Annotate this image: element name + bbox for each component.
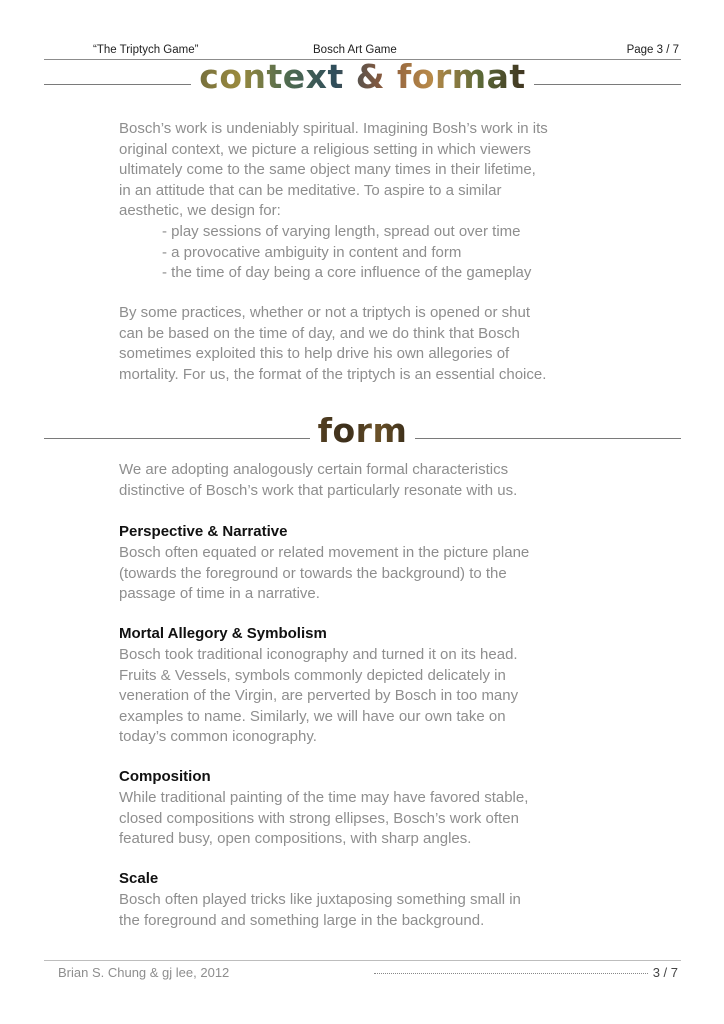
subsection-body-perspective (119, 543, 619, 605)
text-line: aesthetic, we design for: (119, 202, 281, 220)
text-line: veneration of the Virgin, are perverted by Bosch in too many (119, 687, 519, 705)
text-line: Bosch’s work is undeniably spiritual. Imagining Bosh’s work in its (119, 120, 548, 137)
text-line: examples to name. Similarly, we will have our own take on (119, 707, 506, 725)
list-item: - a provocative ambiguity in content and form (162, 243, 462, 261)
subsection-body-scale (119, 890, 619, 931)
heading-rule-right (415, 438, 681, 439)
header-page-number: Page 3 / 7 (626, 44, 679, 56)
text-line: the foreground and something large in the background. (119, 911, 485, 929)
header-document-name: Bosch Art Game (313, 44, 397, 56)
text-line: in an attitude that can be meditative. To aspire to a similar (119, 181, 502, 199)
text-line: mortality. For us, the format of the triptych is an essential choice. (119, 365, 547, 383)
text-line: original context, we picture a religious setting in which viewers (119, 140, 531, 158)
context-closing-paragraph (119, 303, 619, 385)
text-line: closed compositions with strong ellipses, Bosch’s work often (119, 809, 519, 827)
text-line: ultimately come to the same object many times in their lifetime, (119, 161, 536, 179)
subsection-heading-composition: Composition (119, 768, 211, 785)
footer-dotted-leader (374, 973, 648, 974)
subsection-heading-allegory: Mortal Allegory & Symbolism (119, 625, 327, 642)
heading-rule-left (44, 438, 310, 439)
text-line: Bosch often played tricks like juxtaposing something small in (119, 891, 521, 908)
section-heading-form (44, 412, 681, 450)
text-line: can be based on the time of day, and we do think that Bosch (119, 324, 520, 342)
subsection-body-allegory (119, 645, 619, 748)
subsection-heading-perspective: Perspective & Narrative (119, 523, 288, 540)
text-line: We are adopting analogously certain formal characteristics (119, 461, 509, 478)
text-line: distinctive of Bosch’s work that particularly resonate with us. (119, 481, 518, 499)
form-intro-paragraph (119, 460, 619, 501)
text-line: passage of time in a narrative. (119, 585, 320, 603)
section-title-form: form (310, 412, 416, 450)
list-item: - the time of day being a core influence of the gameplay (162, 264, 532, 282)
subsection-body-composition (119, 788, 619, 850)
section-heading-context-format (44, 58, 681, 96)
heading-rule-right (534, 84, 681, 85)
text-line: While traditional painting of the time may have favored stable, (119, 789, 529, 806)
text-line: Bosch took traditional iconography and turned it on its head. (119, 646, 518, 663)
text-line: featured busy, open compositions, with sharp angles. (119, 830, 472, 848)
footer-authors: Brian S. Chung & gj lee, 2012 (58, 965, 230, 980)
text-line: sometimes exploited this to help drive his own allegories of (119, 345, 510, 363)
context-paragraph (119, 119, 619, 284)
list-item: - play sessions of varying length, spread out over time (162, 222, 521, 240)
text-line: (towards the foreground or towards the background) to the (119, 564, 507, 582)
text-line: Fruits & Vessels, symbols commonly depicted delicately in (119, 666, 506, 684)
subsection-heading-scale: Scale (119, 870, 159, 887)
section-title-context-format: context & format (191, 58, 533, 96)
header-game-title: “The Triptych Game” (93, 44, 199, 56)
page-footer (44, 960, 681, 980)
text-line: By some practices, whether or not a triptych is opened or shut (119, 304, 531, 321)
footer-page-number: 3 / 7 (652, 965, 678, 980)
text-line: Bosch often equated or related movement in the picture plane (119, 544, 530, 561)
text-line: today’s common iconography. (119, 728, 317, 746)
heading-rule-left (44, 84, 191, 85)
